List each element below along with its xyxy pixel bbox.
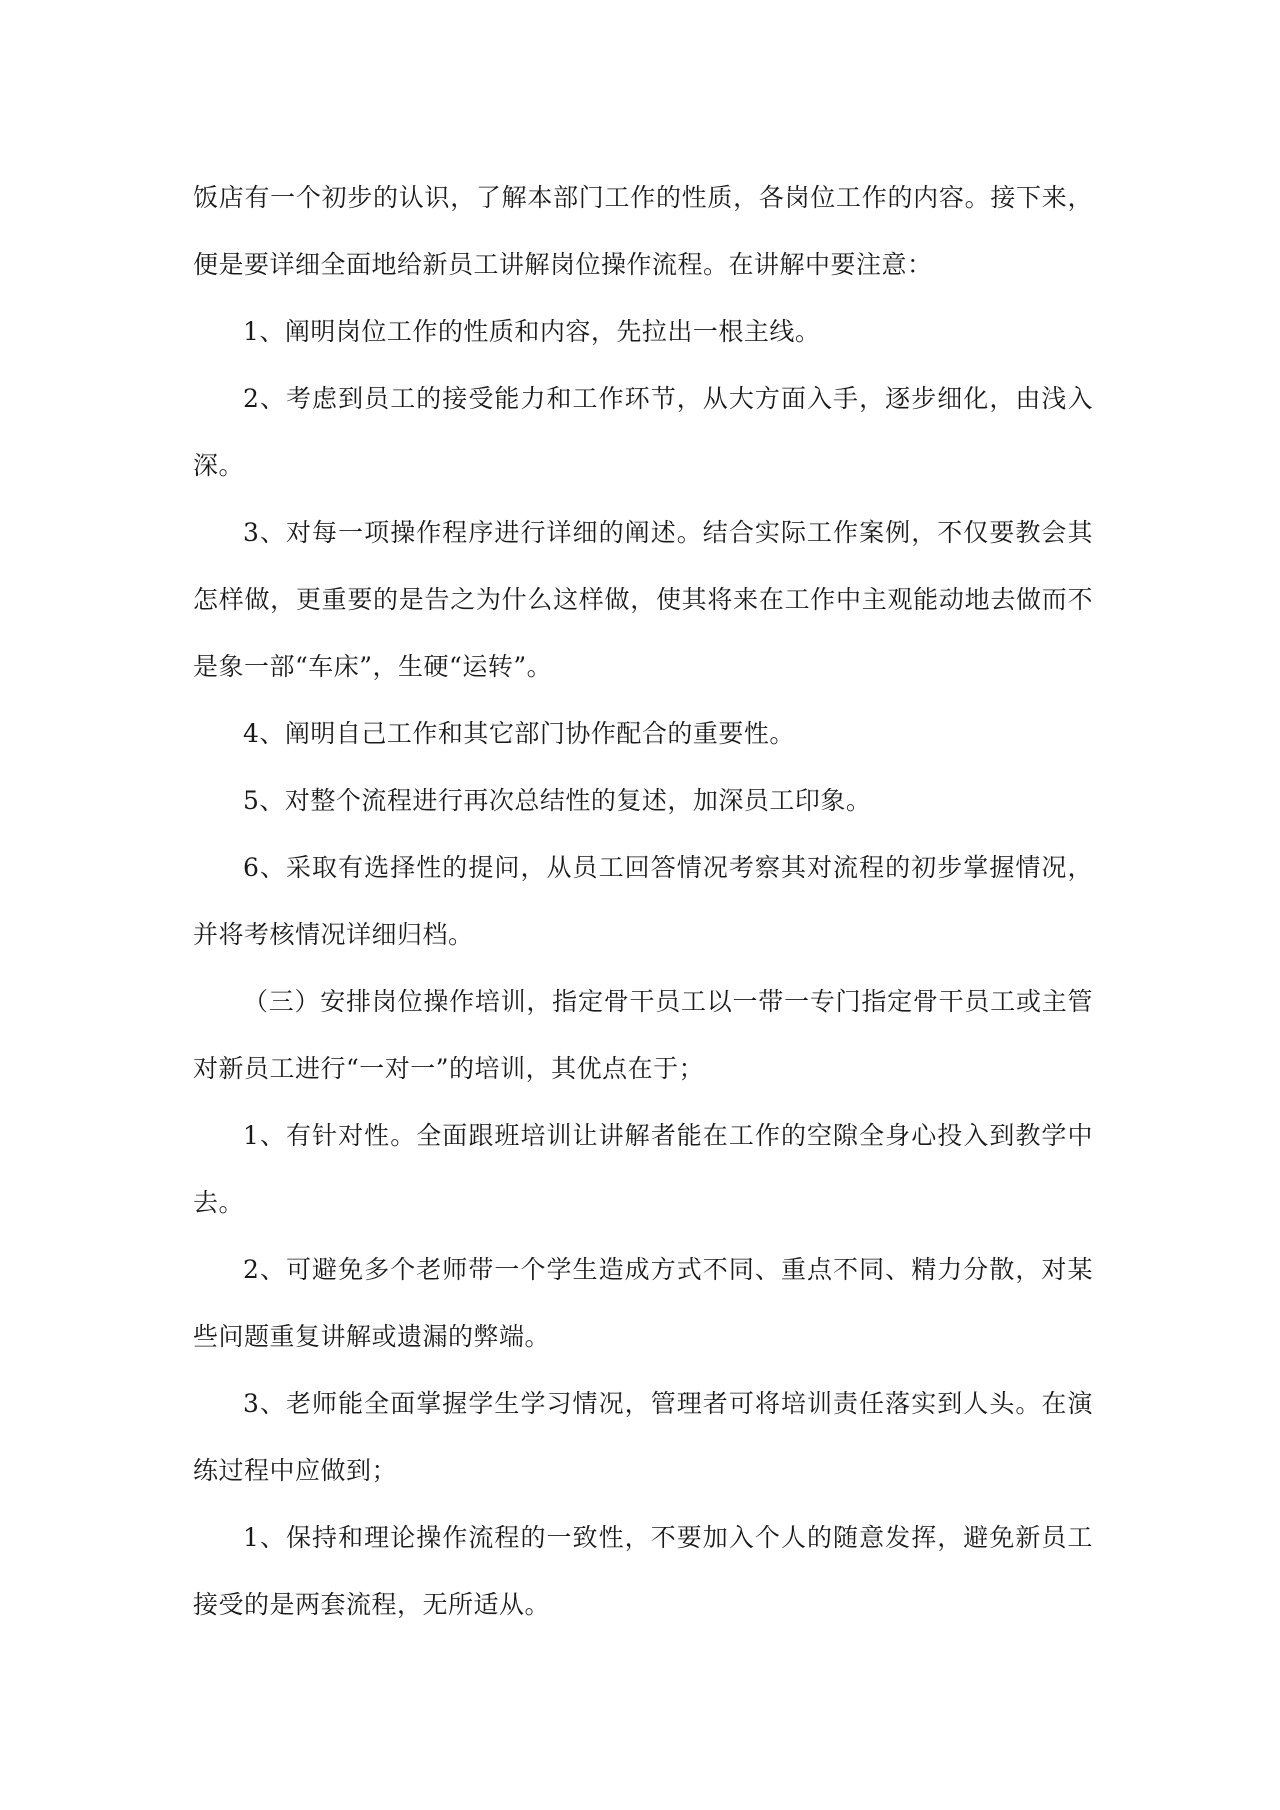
paragraph-advantage-2: 2、可避免多个老师带一个学生造成方式不同、重点不同、精力分散，对某些问题重复讲解或遗漏的弊端。	[193, 1255, 1093, 1351]
paragraph-item-6: 6、采取有选择性的提问，从员工回答情况考察其对流程的初步掌握情况，并将考核情况详细归档。	[193, 853, 1093, 949]
paragraph-advantage-1: 1、有针对性。全面跟班培训让讲解者能在工作的空隙全身心投入到教学中去。	[193, 1121, 1093, 1217]
paragraph-advantage-3: 3、老师能全面掌握学生学习情况，管理者可将培训责任落实到人头。在演练过程中应做到；	[193, 1389, 1093, 1485]
paragraph-item-5: 5、对整个流程进行再次总结性的复述，加深员工印象。	[243, 786, 872, 815]
paragraph-intro: 饭店有一个初步的认识，了解本部门工作的性质，各岗位工作的内容。接下来，便是要详细全面地给新员工讲解岗位操作流程。在讲解中要注意：	[193, 183, 1093, 279]
paragraph-section-3: （三）安排岗位操作培训，指定骨干员工以一带一专门指定骨干员工或主管对新员工进行“一对一”的培训，其优点在于；	[193, 987, 1093, 1083]
paragraph-item-4: 4、阐明自己工作和其它部门协作配合的重要性。	[243, 719, 795, 748]
paragraph-practice-1: 1、保持和理论操作流程的一致性，不要加入个人的随意发挥，避免新员工接受的是两套流程，无所适从。	[193, 1523, 1093, 1619]
paragraph-item-3: 3、对每一项操作程序进行详细的阐述。结合实际工作案例，不仅要教会其怎样做，更重要的是告之为什么这样做，使其将来在工作中主观能动地去做而不是象一部“车床”，生硬“运转”。	[193, 518, 1093, 681]
document-body	[193, 164, 1093, 1638]
paragraph-item-1: 1、阐明岗位工作的性质和内容，先拉出一根主线。	[243, 317, 821, 346]
paragraph-item-2: 2、考虑到员工的接受能力和工作环节，从大方面入手，逐步细化，由浅入深。	[193, 384, 1093, 480]
